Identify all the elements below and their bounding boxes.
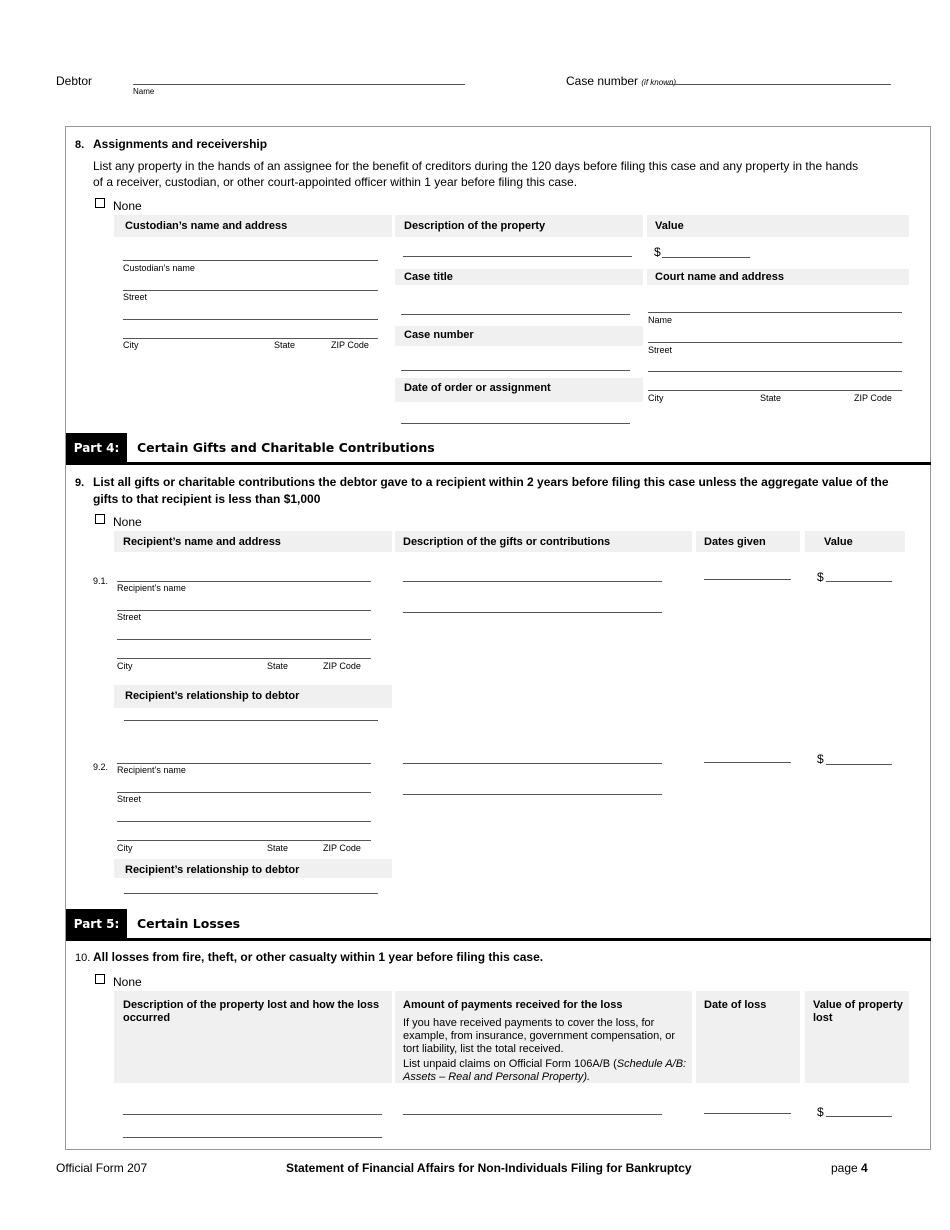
q10-value-header-label: Value of property lost: [813, 999, 903, 1024]
custodian-city-label: City: [123, 340, 139, 350]
custodian-city-field[interactable]: [123, 338, 378, 339]
entry-9-2-relationship-label: Recipient’s relationship to debtor: [125, 864, 300, 876]
q8-none-label: None: [113, 199, 142, 213]
entry-9-2-dollar: $: [817, 752, 824, 766]
entry-9-2-description-field-2[interactable]: [403, 794, 662, 795]
entry-9-2-address-line-field[interactable]: [117, 821, 371, 822]
part4-title: Certain Gifts and Charitable Contributions: [137, 440, 435, 455]
entry-9-1-name-label: Recipient’s name: [117, 583, 186, 593]
q8-value-header: [647, 215, 909, 237]
entry-9-1-value-field[interactable]: [826, 581, 892, 582]
custodian-name-label: Custodian’s name: [123, 263, 195, 273]
entry-9-1-address-line-field[interactable]: [117, 639, 371, 640]
court-street-label: Street: [648, 345, 673, 355]
q9-title: List all gifts or charitable contributions the debtor gave to a recipient within 2 years before filing this case unless the aggregate value of the gifts to that recipient is less than $1,000: [93, 475, 889, 506]
q9-dates-header-label: Dates given: [704, 536, 766, 548]
q9-value-header-label: Value: [824, 536, 853, 548]
debtor-name-sublabel: Name: [133, 87, 155, 96]
q10-value-field[interactable]: [826, 1116, 892, 1117]
q10-none-label: None: [113, 975, 142, 989]
q8-case-number-label: Case number: [404, 329, 474, 341]
q10-amount-field[interactable]: [403, 1114, 662, 1115]
custodian-name-field[interactable]: [123, 260, 378, 261]
part5-header: [66, 909, 931, 939]
entry-9-2-number: 9.2.: [93, 762, 109, 772]
entry-9-2-state-label: State: [267, 843, 289, 853]
q10-date-header-label: Date of loss: [704, 999, 767, 1011]
q10-description-field-1[interactable]: [123, 1114, 382, 1115]
entry-9-2-dates-field[interactable]: [704, 762, 791, 763]
court-city-field[interactable]: [648, 390, 902, 391]
custodian-address-line-field[interactable]: [123, 319, 378, 320]
entry-9-2-street-label: Street: [117, 794, 142, 804]
entry-9-1-relationship-label: Recipient’s relationship to debtor: [125, 690, 300, 702]
entry-9-1-name-field[interactable]: [117, 581, 371, 582]
q8-description: List any property in the hands of an assignee for the benefit of creditors during the 120 days before filing this case and any property in the hands of a receiver, custodian, or other court-appointed officer within 1 year before filing this case.: [93, 159, 859, 189]
q10-amount-note-2: List unpaid claims on Official Form 106A/B (Schedule A/B: Assets – Real and Personal Property).: [403, 1058, 687, 1083]
court-name-label: Name: [648, 315, 673, 325]
entry-9-2-zip-label: ZIP Code: [323, 843, 361, 853]
case-number-label: Case number (if known): [566, 74, 677, 88]
debtor-name-field[interactable]: [133, 84, 465, 85]
debtor-label: Debtor: [56, 74, 93, 88]
q10-number: 10.: [75, 952, 91, 964]
entry-9-1-street-field[interactable]: [117, 610, 371, 611]
footer-title: Statement of Financial Affairs for Non-Individuals Filing for Bankruptcy: [286, 1161, 692, 1175]
q8-none-checkbox[interactable]: [95, 198, 105, 208]
entry-9-2-name-label: Recipient’s name: [117, 765, 186, 775]
q10-date-field[interactable]: [704, 1113, 791, 1114]
footer-page: page 4: [831, 1161, 868, 1175]
case-number-field[interactable]: [667, 84, 891, 85]
q10-description-field-2[interactable]: [123, 1137, 382, 1138]
part4-rule: [66, 462, 931, 465]
q8-property-description-field[interactable]: [403, 256, 632, 257]
entry-9-2-description-field-1[interactable]: [403, 763, 662, 764]
q8-title: Assignments and receivership: [93, 137, 268, 151]
q8-description-header-label: Description of the property: [404, 220, 546, 232]
entry-9-1-description-field-2[interactable]: [403, 612, 662, 613]
entry-9-2-city-label: City: [117, 843, 133, 853]
q9-none-checkbox[interactable]: [95, 514, 105, 524]
court-city-label: City: [648, 393, 664, 403]
q9-value-header: [805, 531, 905, 552]
q8-case-number-field[interactable]: [401, 370, 630, 371]
entry-9-2-city-field[interactable]: [117, 840, 371, 841]
case-title-label: Case title: [404, 271, 453, 283]
q9-none-label: None: [113, 515, 142, 529]
court-state-label: State: [760, 393, 782, 403]
entry-9-1-zip-label: ZIP Code: [323, 661, 361, 671]
q10-title: All losses from fire, theft, or other casualty within 1 year before filing this case.: [93, 950, 544, 964]
court-zip-label: ZIP Code: [854, 393, 892, 403]
q10-description-header-label: Description of the property lost and how the loss occurred: [123, 999, 380, 1024]
part4-label: Part 4:: [66, 433, 127, 463]
entry-9-1-description-field-1[interactable]: [403, 581, 662, 582]
q9-number: 9.: [75, 477, 85, 489]
case-title-field[interactable]: [401, 314, 630, 315]
q8-value-field[interactable]: [662, 257, 750, 258]
court-address-line-field[interactable]: [648, 371, 902, 372]
date-of-order-label: Date of order or assignment: [404, 382, 551, 394]
entry-9-1-number: 9.1.: [93, 576, 109, 586]
q10-amount-note-1: If you have received payments to cover the loss, for example, from insurance, government compensation, or tort liability, list the total received.: [403, 1017, 676, 1055]
q8-custodian-header-label: Custodian’s name and address: [125, 220, 288, 232]
entry-9-1-street-label: Street: [117, 612, 142, 622]
part4-header: [66, 433, 931, 463]
q8-value-header-label: Value: [655, 220, 684, 232]
part5-label: Part 5:: [66, 909, 127, 939]
entry-9-1-city-label: City: [117, 661, 133, 671]
custodian-street-label: Street: [123, 292, 148, 302]
court-street-field[interactable]: [648, 342, 902, 343]
q8-value-dollar: $: [654, 245, 661, 259]
entry-9-1-relationship-field[interactable]: [124, 720, 378, 721]
entry-9-1-dollar: $: [817, 570, 824, 584]
court-name-field[interactable]: [648, 312, 902, 313]
q10-amount-header-label: Amount of payments received for the loss: [403, 999, 623, 1011]
custodian-street-field[interactable]: [123, 290, 378, 291]
part5-rule: [66, 938, 931, 941]
q9-recipient-header-label: Recipient’s name and address: [123, 536, 281, 548]
date-of-order-field[interactable]: [401, 423, 630, 424]
q8-number: 8.: [75, 139, 85, 151]
entry-9-1-city-field[interactable]: [117, 658, 371, 659]
entry-9-2-relationship-field[interactable]: [124, 893, 378, 894]
footer-form: Official Form 207: [56, 1161, 148, 1175]
entry-9-2-street-field[interactable]: [117, 792, 371, 793]
custodian-state-label: State: [274, 340, 296, 350]
q9-description-header-label: Description of the gifts or contributions: [403, 536, 611, 548]
part5-title: Certain Losses: [137, 916, 241, 931]
q10-none-checkbox[interactable]: [95, 974, 105, 984]
entry-9-1-state-label: State: [267, 661, 289, 671]
q10-dollar: $: [817, 1105, 824, 1119]
entry-9-1-dates-field[interactable]: [704, 579, 791, 580]
custodian-zip-label: ZIP Code: [331, 340, 369, 350]
court-name-address-label: Court name and address: [655, 271, 784, 283]
entry-9-2-value-field[interactable]: [826, 764, 892, 765]
entry-9-2-name-field[interactable]: [117, 763, 371, 764]
